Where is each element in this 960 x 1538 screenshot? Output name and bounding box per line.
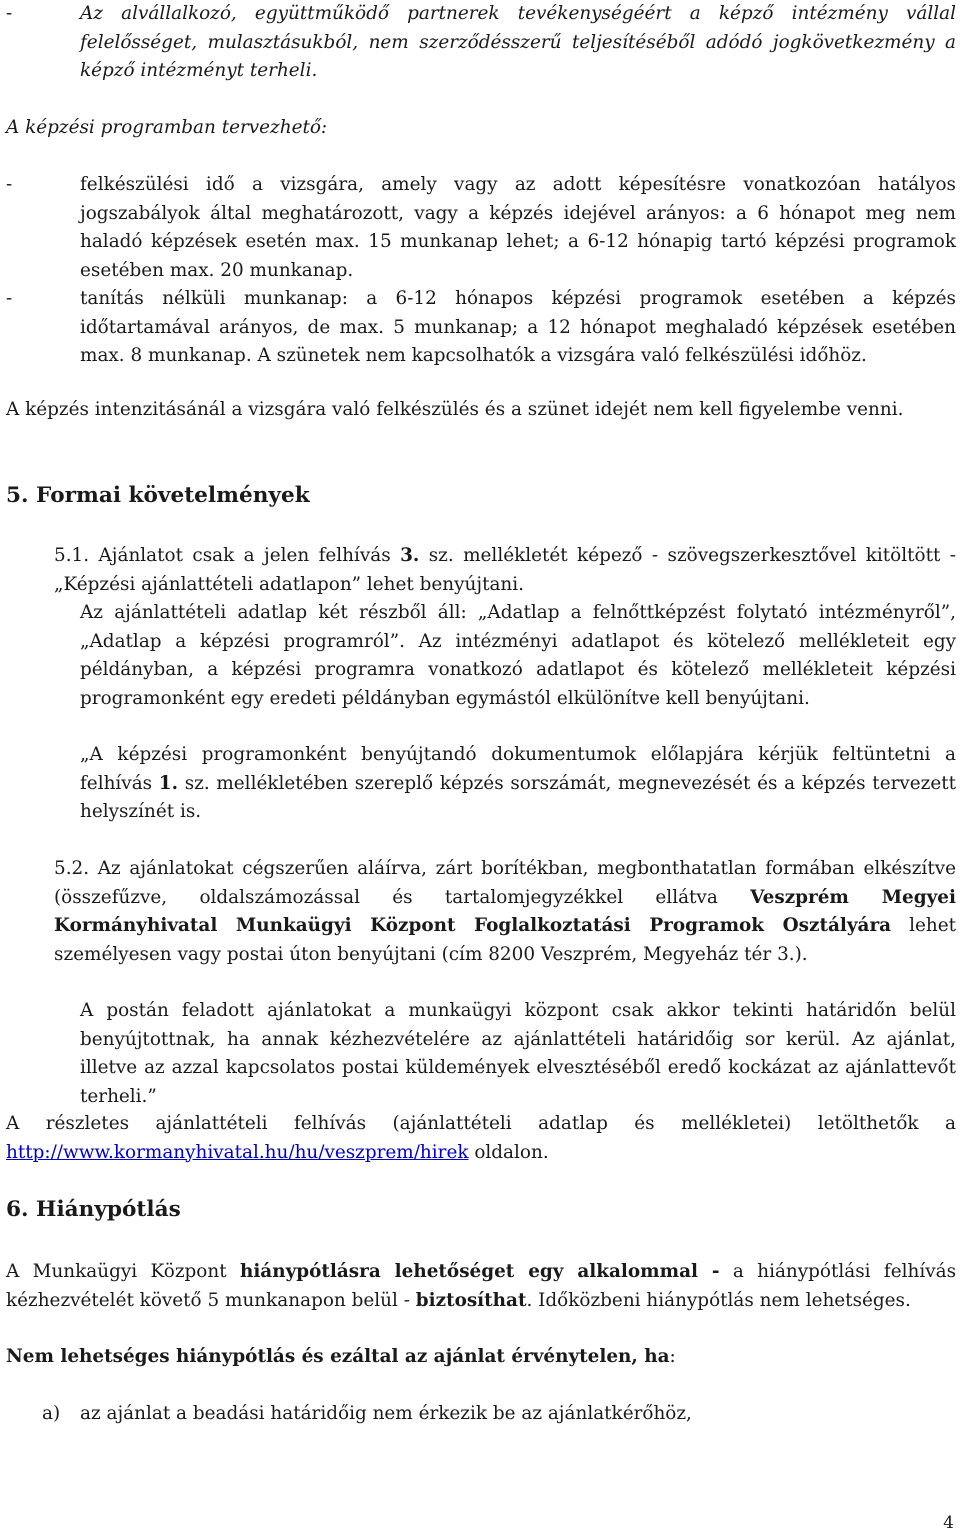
- text-run: :: [669, 1346, 676, 1367]
- list-dash: -: [6, 174, 13, 195]
- paragraph-5-1-datasheet: Az ajánlattételi adatlap két részből áll: „Adatlap a felnőttképzést folytató intézményről”, „Adatlap a képzési programról”. Az intézményi adatlapot és kötelező mellékleteit egy példányban, a képzési programra vonatkozó adatlapot és kötelező mellékleteit képzési programonként egy eredeti példányban egymástól elkülönítve kell benyújtani.: [80, 602, 956, 709]
- bold-run: 1.: [158, 772, 178, 794]
- text-run: oldalon.: [468, 1141, 549, 1163]
- list-item-a: az ajánlat a beadási határidőig nem érkezik be az ajánlatkérőhöz,: [80, 1403, 692, 1424]
- text-run: Az ajánlatokat cégszerűen aláírva, zárt borítékban, megbonthatatlan formában elkészítve (összefűzve, oldalszámozással és tartalomjegyzékkel ellátva: [54, 858, 956, 908]
- bold-run: Nem lehetséges hiánypótlás és ezáltal az ajánlat érvénytelen, ha: [6, 1346, 670, 1367]
- paragraph-intensity: A képzés intenzitásánál a vizsgára való felkészülés és a szünet idejét nem kell figyelembe venni.: [6, 399, 904, 420]
- text-run: A Munkaügyi Központ: [6, 1261, 240, 1282]
- bold-run: hiánypótlásra lehetőséget egy alkalommal -: [239, 1261, 720, 1282]
- text-run: A részletes ajánlattételi felhívás (ajánlattételi adatlap és mellékletei) letölthetők a: [6, 1113, 956, 1134]
- section-heading-6: 6. Hiánypótlás: [6, 1197, 181, 1222]
- text-run: sz. mellékletében szereplő képzés sorszámát, megnevezését és a képzés tervezett helyszínét is.: [80, 772, 957, 823]
- download-link[interactable]: http://www.kormanyhivatal.hu/hu/veszprem/hirek: [6, 1141, 469, 1163]
- list-label: a): [42, 1403, 61, 1424]
- section-number: 5.1.: [54, 545, 90, 566]
- paragraph-missing-docs: [6, 1258, 956, 1315]
- bold-run: 3.: [400, 545, 420, 566]
- text-run: Ajánlatot csak a jelen felhívás: [98, 545, 401, 566]
- list-item-preparation-time: felkészülési idő a vizsgára, amely vagy az adott képesítésre vonatkozóan hatályos jogszabályok által meghatározott, vagy a képzés idejével arányos: a 6 hónapot meg nem haladó képzések esetén max. 15 munkanap lehet; a 6-12 hónapig tartó képzési programok esetében max. 20 munkanap.: [80, 174, 956, 281]
- paragraph-intro: A képzési programban tervezhető:: [6, 117, 328, 138]
- text-run: a hiánypótlási felhívás kézhezvételét követő 5 munkanapon belül -: [6, 1261, 957, 1311]
- paragraph-invalid-condition: [6, 1343, 956, 1372]
- list-dash: -: [6, 3, 13, 24]
- text-run: sz. mellékletét képező - szövegszerkesztővel kitöltött - „Képzési ajánlattételi adatlapon” lehet benyújtani.: [54, 545, 956, 595]
- paragraph-5-1: [54, 542, 956, 599]
- text-run: . Időközbeni hiánypótlás nem lehetséges.: [526, 1289, 911, 1311]
- paragraph-5-2: [54, 855, 956, 969]
- paragraph-details: [6, 1110, 956, 1167]
- text-run: „A képzési programonként benyújtandó dokumentumok előlapjára kérjük feltüntetni a felhívás: [80, 744, 956, 794]
- page-number: 4: [943, 1513, 954, 1533]
- text-run: lehet személyesen vagy postai úton benyújtani (cím 8200 Veszprém, Megyeház tér 3.).: [54, 915, 956, 965]
- section-number: 5.2.: [54, 858, 90, 879]
- list-dash: -: [6, 288, 13, 309]
- section-heading-5: 5. Formai követelmények: [6, 483, 310, 508]
- paragraph-5-2-post: A postán feladott ajánlatokat a munkaügyi központ csak akkor tekinti határidőn belül benyújtottnak, ha annak kézhezvételére az ajánlattételi határidőig sor kerül. Az ajánlat, illetve az azzal kapcsolatos postai küldemények elvesztéséből eredő kockázat az ajánlattevőt terheli.”: [80, 1000, 956, 1107]
- paragraph-5-1-quote: [80, 741, 956, 827]
- paragraph-subcontractor: Az alvállalkozó, együttműködő partnerek tevékenységéért a képző intézmény vállal felelősséget, mulasztásukból, nem szerződésszerű teljesítéséből adódó jogkövetkezmény a képző intézményt terheli.: [80, 3, 956, 82]
- bold-run: biztosíthat: [415, 1289, 527, 1311]
- bold-run: Veszprém Megyei Kormányhivatal Munkaügyi Központ Foglalkoztatási Programok Osztályára: [54, 886, 956, 937]
- list-item-non-teaching-day: tanítás nélküli munkanap: a 6-12 hónapos képzési programok esetében a képzés időtartamával arányos, de max. 5 munkanap; a 12 hónapot meghaladó képzések esetében max. 8 munkanap. A szünetek nem kapcsolhatók a vizsgára való felkészülési időhöz.: [80, 288, 956, 367]
